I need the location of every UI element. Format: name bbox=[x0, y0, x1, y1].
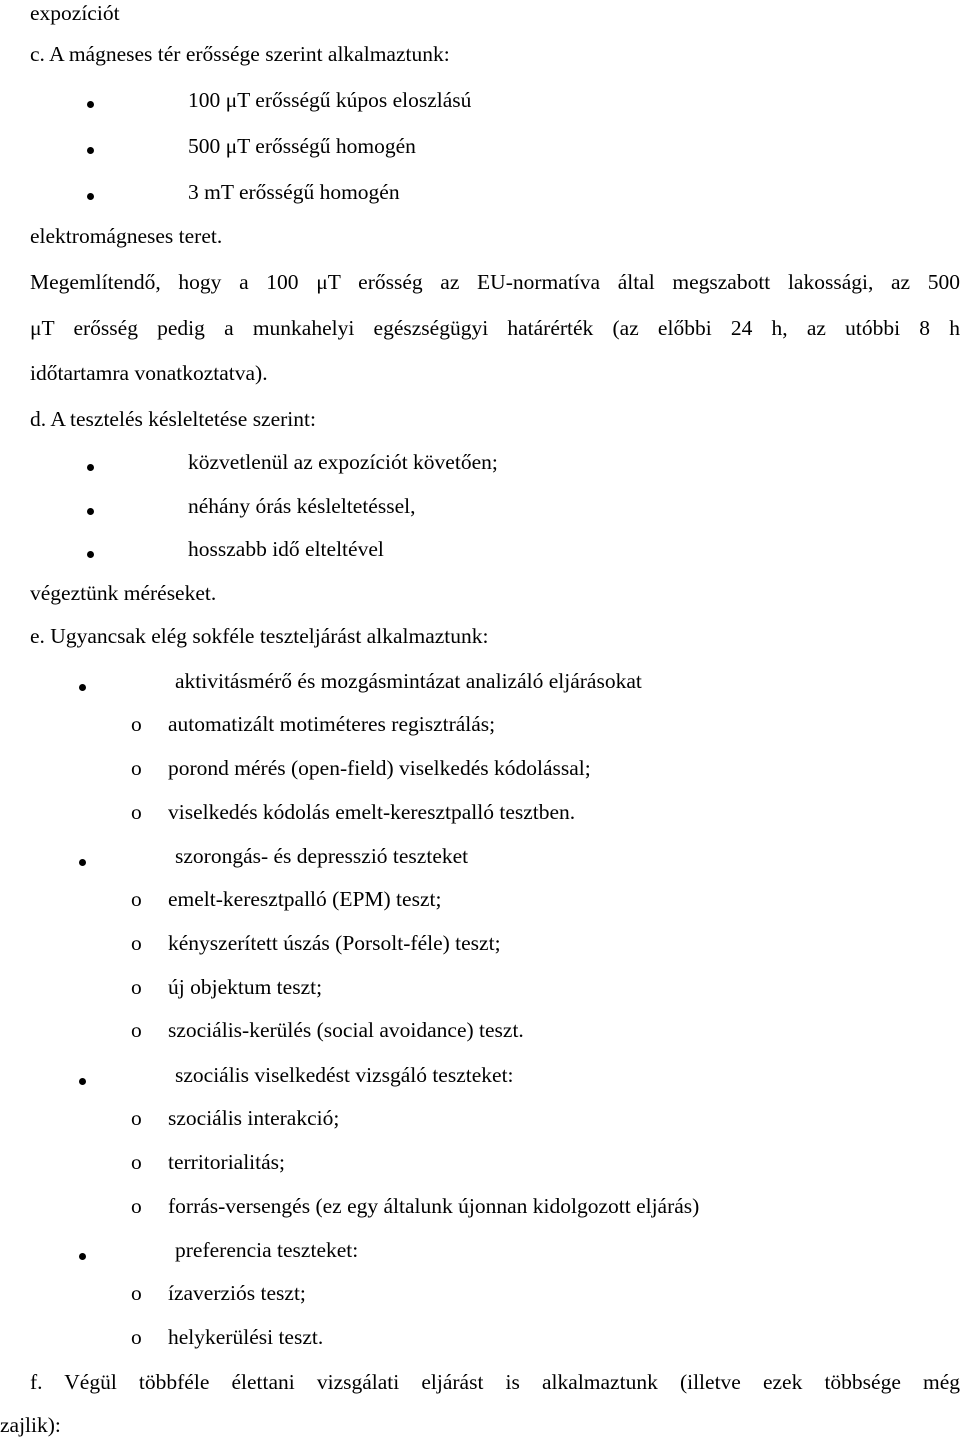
section-f-line-1: f. Végül többféle élettani vizsgálati eljárást is alkalmaztunk (illetve ezek többsége még bbox=[30, 1370, 960, 1394]
sub-item-marker: o bbox=[131, 800, 142, 824]
section-c-item-1: 100 μT erősségű kúpos eloszlású bbox=[188, 88, 472, 112]
sub-item-marker: o bbox=[131, 1281, 142, 1305]
test-group-4-subitem-1: ízaverziós teszt; bbox=[168, 1281, 306, 1305]
test-group-2-label: szorongás- és depresszió teszteket bbox=[175, 844, 469, 868]
section-d-closing: végeztünk méréseket. bbox=[30, 581, 217, 605]
section-d-item-1: közvetlenül az expozíciót követően; bbox=[188, 450, 498, 474]
bullet-icon bbox=[79, 1253, 86, 1260]
test-group-1-subitem-2: porond mérés (open-field) viselkedés kódolással; bbox=[168, 756, 591, 780]
test-group-3-subitem-3: forrás-versengés (ez egy általunk újonnan kidolgozott eljárás) bbox=[168, 1194, 700, 1218]
section-d-item-3: hosszabb idő elteltével bbox=[188, 537, 384, 561]
test-group-4-label: preferencia teszteket: bbox=[175, 1238, 359, 1262]
sub-item-marker: o bbox=[131, 1106, 142, 1130]
bullet-icon bbox=[79, 684, 86, 691]
test-group-3-label: szociális viselkedést vizsgáló teszteket: bbox=[175, 1063, 514, 1087]
test-group-3-subitem-1: szociális interakció; bbox=[168, 1106, 340, 1130]
section-c-note-line-3: időtartamra vonatkoztatva). bbox=[30, 361, 268, 385]
sub-item-marker: o bbox=[131, 1018, 142, 1042]
sub-item-marker: o bbox=[131, 1150, 142, 1174]
test-group-2-subitem-3: új objektum teszt; bbox=[168, 975, 323, 999]
test-group-1-label: aktivitásmérő és mozgásmintázat analizáló eljárásokat bbox=[175, 669, 642, 693]
bullet-icon bbox=[79, 1078, 86, 1085]
bullet-icon bbox=[87, 508, 94, 515]
sub-item-marker: o bbox=[131, 712, 142, 736]
section-c-closing: elektromágneses teret. bbox=[30, 224, 223, 248]
section-e-heading: e. Ugyancsak elég sokféle teszteljárást alkalmaztunk: bbox=[30, 624, 489, 648]
test-group-4-subitem-2: helykerülési teszt. bbox=[168, 1325, 324, 1349]
sub-item-marker: o bbox=[131, 756, 142, 780]
section-f-line-2: zajlik): bbox=[0, 1413, 61, 1437]
section-c-heading: c. A mágneses tér erőssége szerint alkalmaztunk: bbox=[30, 42, 450, 66]
sub-item-marker: o bbox=[131, 975, 142, 999]
sub-item-marker: o bbox=[131, 1325, 142, 1349]
sub-item-marker: o bbox=[131, 887, 142, 911]
section-c-item-3: 3 mT erősségű homogén bbox=[188, 180, 400, 204]
bullet-icon bbox=[87, 193, 94, 200]
bullet-icon bbox=[87, 464, 94, 471]
test-group-2-subitem-4: szociális-kerülés (social avoidance) teszt. bbox=[168, 1018, 524, 1042]
section-c-note-line-1: Megemlítendő, hogy a 100 μT erősség az EU-normatíva által megszabott lakossági, az 500 bbox=[30, 270, 960, 294]
test-group-1-subitem-1: automatizált motiméteres regisztrálás; bbox=[168, 712, 496, 736]
test-group-1-subitem-3: viselkedés kódolás emelt-keresztpalló tesztben. bbox=[168, 800, 576, 824]
test-group-3-subitem-2: territorialitás; bbox=[168, 1150, 286, 1174]
section-d-item-2: néhány órás késleltetéssel, bbox=[188, 494, 416, 518]
test-group-2-subitem-1: emelt-keresztpalló (EPM) teszt; bbox=[168, 887, 442, 911]
bullet-icon bbox=[79, 859, 86, 866]
section-c-note-line-2: μT erősség pedig a munkahelyi egészségügyi határérték (az előbbi 24 h, az utóbbi 8 h bbox=[30, 316, 960, 340]
bullet-icon bbox=[87, 147, 94, 154]
bullet-icon bbox=[87, 101, 94, 108]
section-c-item-2: 500 μT erősségű homogén bbox=[188, 134, 416, 158]
sub-item-marker: o bbox=[131, 931, 142, 955]
section-c-lead-fragment: expozíciót bbox=[30, 1, 120, 25]
test-group-2-subitem-2: kényszerített úszás (Porsolt-féle) teszt; bbox=[168, 931, 501, 955]
section-d-heading: d. A tesztelés késleltetése szerint: bbox=[30, 407, 316, 431]
bullet-icon bbox=[87, 551, 94, 558]
sub-item-marker: o bbox=[131, 1194, 142, 1218]
